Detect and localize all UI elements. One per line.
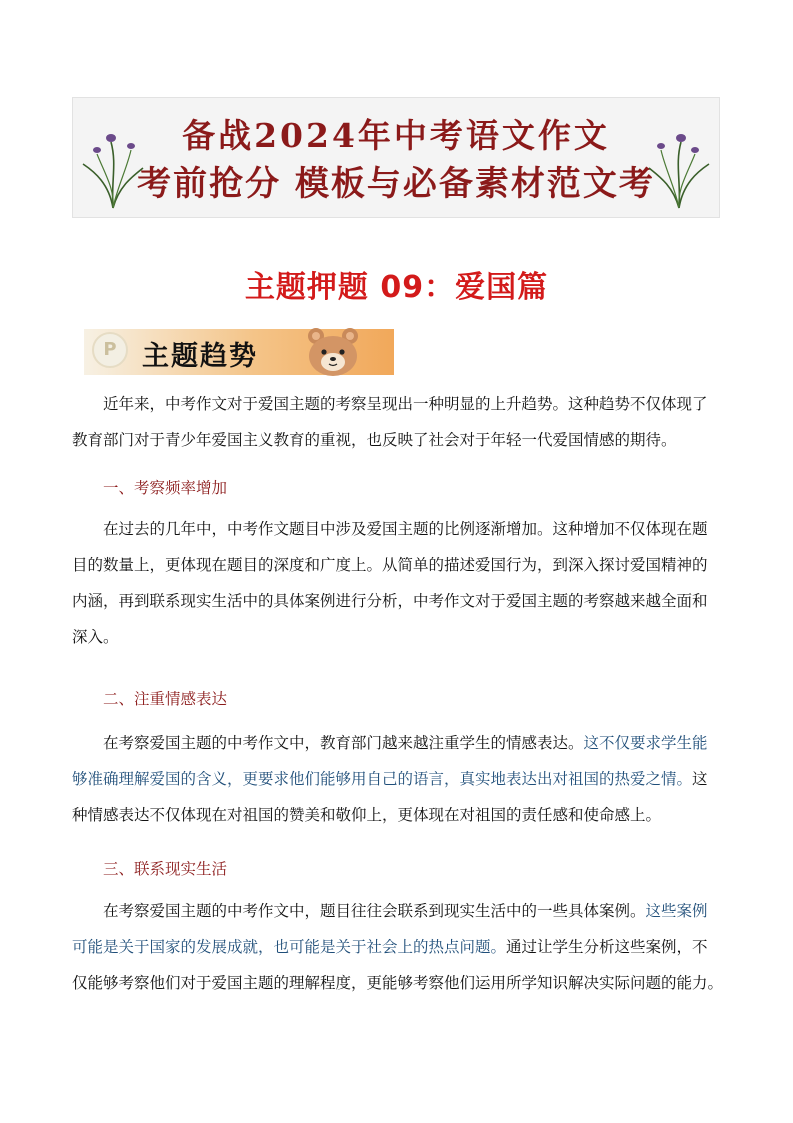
title-banner (72, 97, 720, 218)
text-line: 教育部门对于青少年爱国主义教育的重视，也反映了社会对于年轻一代爱国情感的期待。 (72, 431, 677, 449)
text-line (72, 725, 722, 761)
bear-mascot-icon (302, 324, 364, 378)
text-line: 仅能够考察他们对于爱国主题的理解程度，更能够考察他们运用所学知识解决实际问题的能力。 (72, 974, 724, 992)
section3-paragraph (72, 893, 722, 1001)
text-line: 深入。 (72, 628, 119, 646)
orchid-plant-icon (647, 124, 711, 210)
text-line (72, 893, 722, 929)
section-tag-label: 主题趋势 (142, 341, 258, 372)
text-segment: 这 (692, 770, 708, 788)
section-heading-2: 二、注重情感表达 (103, 690, 228, 708)
text-line (72, 929, 722, 965)
section-heading-1: 一、考察频率增加 (103, 479, 228, 497)
highlighted-text: 这不仅要求学生能 (583, 734, 708, 752)
intro-paragraph (72, 386, 722, 458)
section1-paragraph (72, 511, 722, 655)
highlighted-text: 可能是关于国家的发展成就，也可能是关于社会上的热点问题。 (72, 938, 507, 956)
text-line (72, 761, 722, 797)
coin-icon: P (92, 332, 128, 368)
theme-title: 主题押题 09：爱国篇 (244, 270, 549, 305)
text-line: 内涵，再到联系现实生活中的具体案例进行分析，中考作文对于爱国主题的考察越来越全面和 (72, 592, 708, 610)
highlighted-text: 够准确理解爱国的含义，更要求他们能够用自己的语言，真实地表达出对祖国的热爱之情。 (72, 770, 693, 788)
text-line: 在过去的几年中，中考作文题目中涉及爱国主题的比例逐渐增加。这种增加不仅体现在题 (103, 520, 708, 538)
text-segment: 在考察爱国主题的中考作文中，题目往往会联系到现实生活中的一些具体案例。 (103, 902, 646, 920)
banner-title-line2: 考前抢分 模板与必备素材范文考 (137, 164, 655, 204)
text-segment: 在考察爱国主题的中考作文中，教育部门越来越注重学生的情感表达。 (103, 734, 584, 752)
section-tag (84, 320, 394, 377)
section-heading-3: 三、联系现实生活 (103, 860, 228, 878)
banner-title-line1: 备战2024年中考语文作文 (182, 116, 610, 155)
highlighted-text: 这些案例 (645, 902, 708, 920)
section2-paragraph (72, 725, 722, 833)
text-line: 目的数量上，更体现在题目的深度和广度上。从简单的描述爱国行为，到深入探讨爱国精神的 (72, 556, 708, 574)
text-segment: 通过让学生分析这些案例，不 (506, 938, 708, 956)
text-line: 近年来，中考作文对于爱国主题的考察呈现出一种明显的上升趋势。这种趋势不仅体现了 (103, 395, 708, 413)
text-line: 种情感表达不仅体现在对祖国的赞美和敬仰上，更体现在对祖国的责任感和使命感上。 (72, 806, 662, 824)
